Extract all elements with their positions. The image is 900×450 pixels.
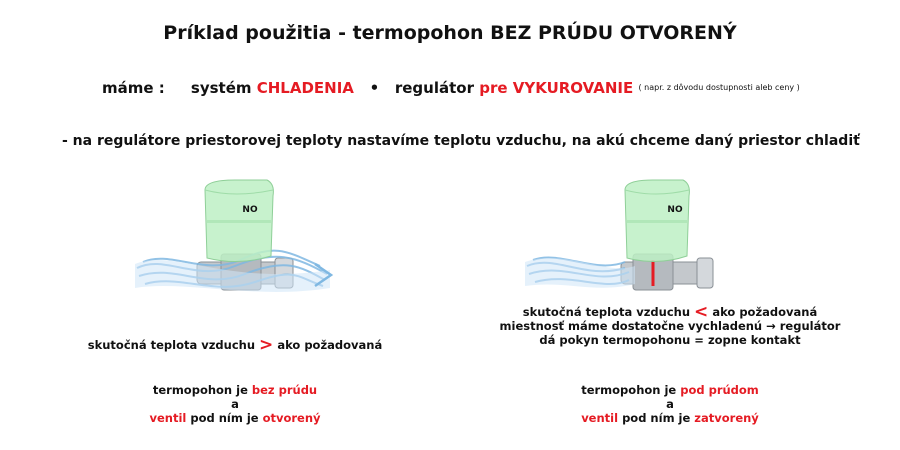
left-state <box>60 383 410 425</box>
right-condition-after: ako požadovaná <box>712 305 818 319</box>
right-state-line3 <box>470 411 870 425</box>
right-state-line2: a <box>666 397 674 411</box>
right-actuator <box>625 180 689 262</box>
right-valve-state: zatvorený <box>694 411 759 425</box>
right-actuator-label: NO <box>667 205 683 215</box>
availability-note: ( napr. z dôvodu dostupnosti aleb ceny ) <box>638 83 800 92</box>
right-state-prefix: termopohon je <box>581 383 681 397</box>
regulator-label: regulátor <box>394 79 474 97</box>
left-state-prefix: termopohon je <box>152 383 252 397</box>
left-condition-after: ako požadovaná <box>277 338 383 352</box>
instruction-text: - na regulátore priestorovej teploty nastavíme teplotu vzduchu, na akú chceme daný priestor chladiť <box>62 133 860 149</box>
right-condition <box>470 302 870 347</box>
bullet: • <box>369 79 380 97</box>
right-condition-line3: dá pokyn termopohonu = zopne kontakt <box>539 333 801 347</box>
left-state-power: bez prúdu <box>251 383 318 397</box>
left-valve-state: otvorený <box>262 411 321 425</box>
left-state-line2: a <box>231 397 239 411</box>
system-line <box>102 79 800 97</box>
greater-than-sign: > <box>259 335 274 355</box>
right-state <box>470 383 870 425</box>
less-than-sign: < <box>694 302 709 322</box>
left-state-middle: pod ním je <box>186 411 263 425</box>
right-state-middle: pod ním je <box>618 411 695 425</box>
page-title <box>0 22 900 44</box>
right-ventil: ventil <box>581 411 619 425</box>
mame-label: máme : <box>102 79 165 97</box>
left-condition-before: skutočná teplota vzduchu <box>87 338 256 352</box>
left-actuator <box>205 180 273 262</box>
right-condition-line2: miestnosť máme dostatočne vychladenú → regulátor <box>499 319 841 333</box>
regulator-value: pre VYKUROVANIE <box>479 79 634 97</box>
title-emphasis: BEZ PRÚDU OTVORENÝ <box>490 22 737 44</box>
right-valve-illustration <box>525 176 725 306</box>
right-condition-before: skutočná teplota vzduchu <box>522 305 691 319</box>
system-value: CHLADENIA <box>256 79 354 97</box>
title-prefix: Príklad použitia - termopohon <box>163 22 491 44</box>
right-state-line1 <box>470 383 870 397</box>
left-condition <box>60 335 410 355</box>
left-state-line1 <box>60 383 410 397</box>
system-label: systém <box>190 79 252 97</box>
left-ventil: ventil <box>149 411 187 425</box>
right-state-power: pod prúdom <box>680 383 759 397</box>
right-condition-line1 <box>470 302 870 322</box>
left-state-line3 <box>60 411 410 425</box>
left-actuator-label: NO <box>242 205 258 215</box>
left-valve-illustration <box>135 176 335 306</box>
